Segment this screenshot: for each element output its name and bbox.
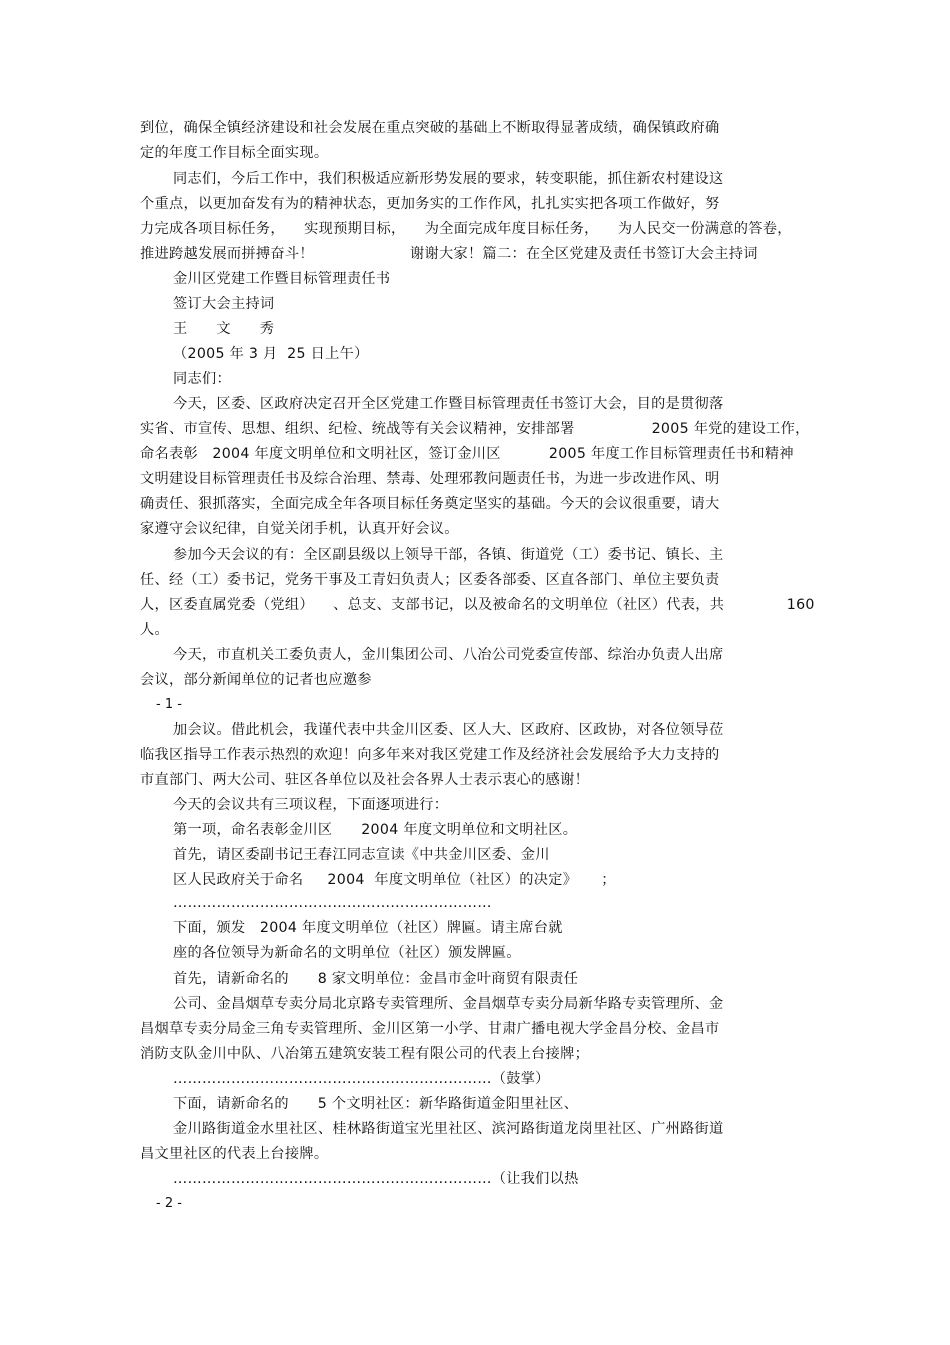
text-line: 人。 <box>140 622 169 638</box>
text-line: 首先，请新命名的 8 家文明单位：金昌市金叶商贸有限责任 <box>173 971 579 987</box>
text-line: 家遵守会议纪律，自觉关闭手机，认真开好会议。 <box>140 521 459 537</box>
text-line: 金川区党建工作暨目标管理责任书 <box>173 271 391 287</box>
text-line: …………………………………………………………（鼓掌） <box>173 1071 550 1087</box>
dotted-leader: ………………………………………………………… <box>173 895 492 911</box>
text-line: 参加今天会议的有：全区副县级以上领导干部，各镇、街道党（工）委书记、镇长、主 <box>173 547 724 563</box>
text-line: 消防支队金川中队、八冶第五建筑安装工程有限公司的代表上台接牌； <box>140 1046 590 1062</box>
text-line: 定的年度工作目标全面实现。 <box>140 145 329 161</box>
text-line: 公司、金昌烟草专卖分局北京路专卖管理所、金昌烟草专卖分局新华路专卖管理所、金 <box>173 996 724 1012</box>
text-line: 会议，部分新闻单位的记者也应邀参 <box>140 672 372 688</box>
text-line: 下面，请新命名的 5 个文明社区：新华路街道金阳里社区、 <box>173 1096 579 1112</box>
page-number: - 1 - <box>156 697 182 712</box>
text-line: 文明建设目标管理责任书及综合治理、禁毒、处理邪教问题责任书，为进一步改进作风、明 <box>140 471 720 487</box>
text-line: 签订大会主持词 <box>173 296 275 312</box>
text-line: 个重点，以更加奋发有为的精神状态，更加务实的工作作风，扎扎实实把各项工作做好，努 <box>140 196 720 212</box>
text-line: 实省、市宣传、思想、组织、纪检、统战等有关会议精神，安排部署 2005 年党的建设工作， <box>140 421 810 437</box>
text-line: 今天的会议共有三项议程，下面逐项进行： <box>173 797 449 813</box>
text-line: 今天，区委、区政府决定召开全区党建工作暨目标管理责任书签订大会，目的是贯彻落 <box>173 396 724 412</box>
text-line: 加会议。借此机会，我谨代表中共金川区委、区人大、区政府、区政协，对各位领导莅 <box>173 722 724 738</box>
text-line: 市直部门、两大公司、驻区各单位以及社会各界人士表示衷心的感谢！ <box>140 772 590 788</box>
text-line: 下面，颁发 2004 年度文明单位（社区）牌匾。请主席台就 <box>173 920 563 936</box>
text-line: 推进跨越发展而拼搏奋斗！ 谢谢大家！篇二：在全区党建及责任书签订大会主持词 <box>140 246 758 262</box>
text-line: 同志们，今后工作中，我们积极适应新形势发展的要求，转变职能，抓住新农村建设这 <box>173 171 724 187</box>
text-line: 人，区委直属党委（党组） 、总支、支部书记，以及被命名的文明单位（社区）代表，共 160 <box>140 597 815 613</box>
text-line: 同志们： <box>173 371 231 387</box>
text-line: 临我区指导工作表示热烈的欢迎！向多年来对我区党建工作及经济社会发展给予大力支持的 <box>140 747 720 763</box>
text-line: 区人民政府关于命名 2004 年度文明单位（社区）的决定》 ； <box>173 872 616 888</box>
text-line: 王 文 秀 <box>173 321 275 337</box>
text-line: 金川路街道金水里社区、桂林路街道宝光里社区、滨河路街道龙岗里社区、广州路街道 <box>173 1121 724 1137</box>
text-line: 确责任、狠抓落实，全面完成全年各项目标任务奠定坚实的基础。今天的会议很重要，请大 <box>140 496 720 512</box>
text-line: 任、经（工）委书记，党务干事及工青妇负责人；区委各部委、区直各部门、单位主要负责 <box>140 572 720 588</box>
page-number: - 2 - <box>156 1196 182 1211</box>
text-line: 到位，确保全镇经济建设和社会发展在重点突破的基础上不断取得显著成绩，确保镇政府确 <box>140 120 720 136</box>
text-line: 力完成各项目标任务， 实现预期目标， 为全面完成年度目标任务， 为人民交一份满意的答卷， <box>140 221 792 237</box>
text-line: 命名表彰 2004 年度文明单位和文明社区，签订金川区 2005 年度工作目标管理责任书和精神 <box>140 446 794 462</box>
text-line: 今天，市直机关工委负责人，金川集团公司、八冶公司党委宣传部、综治办负责人出席 <box>173 647 724 663</box>
text-line: 座的各位领导为新命名的文明单位（社区）颁发牌匾。 <box>173 945 521 961</box>
text-line: …………………………………………………………（让我们以热 <box>173 1171 579 1187</box>
text-line: 昌烟草专卖分局金三角专卖管理所、金川区第一小学、甘肃广播电视大学金昌分校、金昌市 <box>140 1021 720 1037</box>
text-line: （2005 年 3 月 25 日上午） <box>173 346 369 362</box>
text-line: 第一项，命名表彰金川区 2004 年度文明单位和文明社区。 <box>173 822 578 838</box>
text-line: 昌文里社区的代表上台接牌。 <box>140 1146 329 1162</box>
text-line: 首先，请区委副书记王春江同志宣读《中共金川区委、金川 <box>173 847 550 863</box>
